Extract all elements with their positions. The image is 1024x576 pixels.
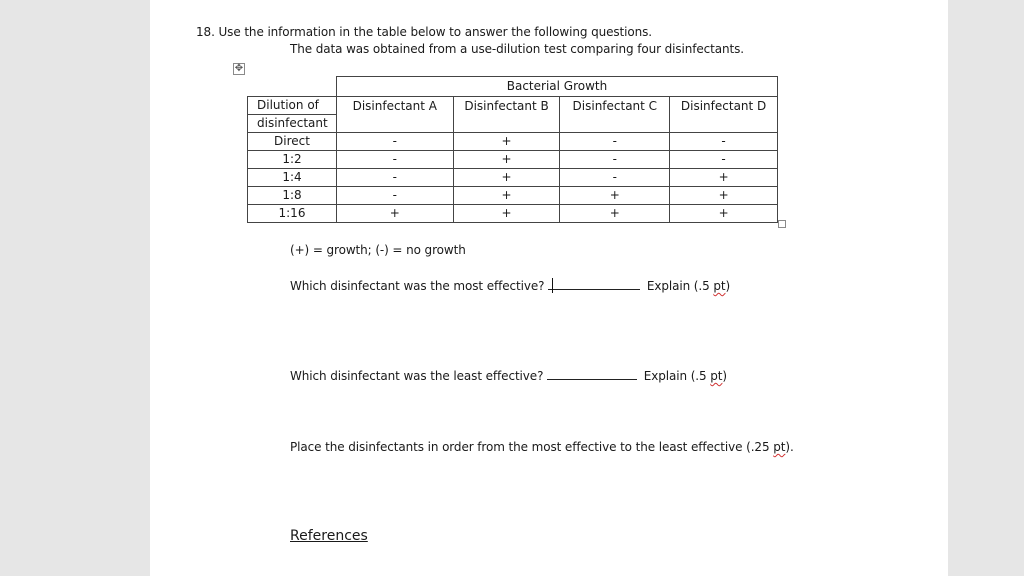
cell-b: + bbox=[453, 205, 560, 223]
q1-explain-prefix: Explain (.5 bbox=[646, 279, 714, 293]
cell-b: + bbox=[453, 187, 560, 205]
cell-c: - bbox=[560, 133, 670, 151]
q2-explain bbox=[644, 369, 727, 383]
q2-explain-prefix: Explain (.5 bbox=[643, 369, 711, 383]
cell-a: - bbox=[336, 187, 453, 205]
header-disinfectant-d: Disinfectant D bbox=[670, 97, 778, 133]
cell-c: - bbox=[560, 169, 670, 187]
q2-answer-blank[interactable] bbox=[547, 368, 637, 380]
question-least-effective bbox=[290, 368, 727, 383]
cell-a: + bbox=[336, 205, 453, 223]
cell-dilution: Direct bbox=[248, 133, 337, 151]
table-row bbox=[248, 205, 778, 223]
question-subheading: The data was obtained from a use-dilution test comparing four disinfectants. bbox=[290, 42, 745, 56]
cell-dilution: 1:8 bbox=[248, 187, 337, 205]
table-row bbox=[248, 133, 778, 151]
cell-b: + bbox=[453, 133, 560, 151]
bacterial-growth-table bbox=[247, 76, 778, 223]
cell-dilution: 1:2 bbox=[248, 151, 337, 169]
q1-explain-suffix: ) bbox=[725, 279, 731, 293]
q3-word: pt bbox=[773, 440, 786, 454]
header-disinfectant-a: Disinfectant A bbox=[336, 97, 453, 133]
header-disinfectant-c: Disinfectant C bbox=[560, 97, 670, 133]
q2-explain-word: pt bbox=[710, 369, 723, 383]
text-cursor bbox=[552, 278, 553, 293]
header-disinfectant-b: Disinfectant B bbox=[453, 97, 560, 133]
q1-explain-word: pt bbox=[713, 279, 726, 293]
cell-dilution: 1:4 bbox=[248, 169, 337, 187]
cell-d: + bbox=[670, 169, 778, 187]
cell-a: - bbox=[336, 169, 453, 187]
q1-text: Which disinfectant was the most effective? bbox=[290, 279, 545, 293]
cell-dilution: 1:16 bbox=[248, 205, 337, 223]
header-dilution bbox=[248, 97, 337, 115]
q1-answer-blank[interactable] bbox=[548, 278, 640, 290]
cell-b: + bbox=[453, 151, 560, 169]
table-row bbox=[248, 151, 778, 169]
cell-d: - bbox=[670, 133, 778, 151]
cell-d: + bbox=[670, 187, 778, 205]
question-most-effective bbox=[290, 278, 730, 293]
cell-d: + bbox=[670, 205, 778, 223]
references-link[interactable]: References bbox=[290, 528, 368, 544]
cell-a: - bbox=[336, 133, 453, 151]
cell-c: + bbox=[560, 187, 670, 205]
q1-explain bbox=[647, 279, 730, 293]
table-resize-handle[interactable] bbox=[778, 220, 786, 228]
table-row bbox=[248, 169, 778, 187]
cell-d: - bbox=[670, 151, 778, 169]
group-header: Bacterial Growth bbox=[336, 77, 777, 97]
table-row bbox=[248, 187, 778, 205]
table-move-handle-icon[interactable]: ✥ bbox=[234, 63, 244, 74]
header-dilution-line2: disinfectant bbox=[248, 115, 337, 133]
document-page bbox=[150, 0, 948, 576]
question-order bbox=[290, 440, 794, 454]
q2-text: Which disinfectant was the least effective? bbox=[290, 369, 544, 383]
legend-text: (+) = growth; (-) = no growth bbox=[290, 243, 466, 257]
header-dilution-line1: Dilution of bbox=[257, 98, 319, 112]
q3-suffix: ). bbox=[785, 440, 794, 454]
empty-corner-cell bbox=[248, 77, 337, 97]
cell-c: + bbox=[560, 205, 670, 223]
q3-prefix: Place the disinfectants in order from the most effective to the least effective (.25 bbox=[290, 440, 774, 454]
q2-explain-suffix: ) bbox=[722, 369, 727, 383]
cell-c: - bbox=[560, 151, 670, 169]
cell-a: - bbox=[336, 151, 453, 169]
cell-b: + bbox=[453, 169, 560, 187]
question-heading: 18. Use the information in the table below to answer the following questions. bbox=[196, 25, 652, 39]
